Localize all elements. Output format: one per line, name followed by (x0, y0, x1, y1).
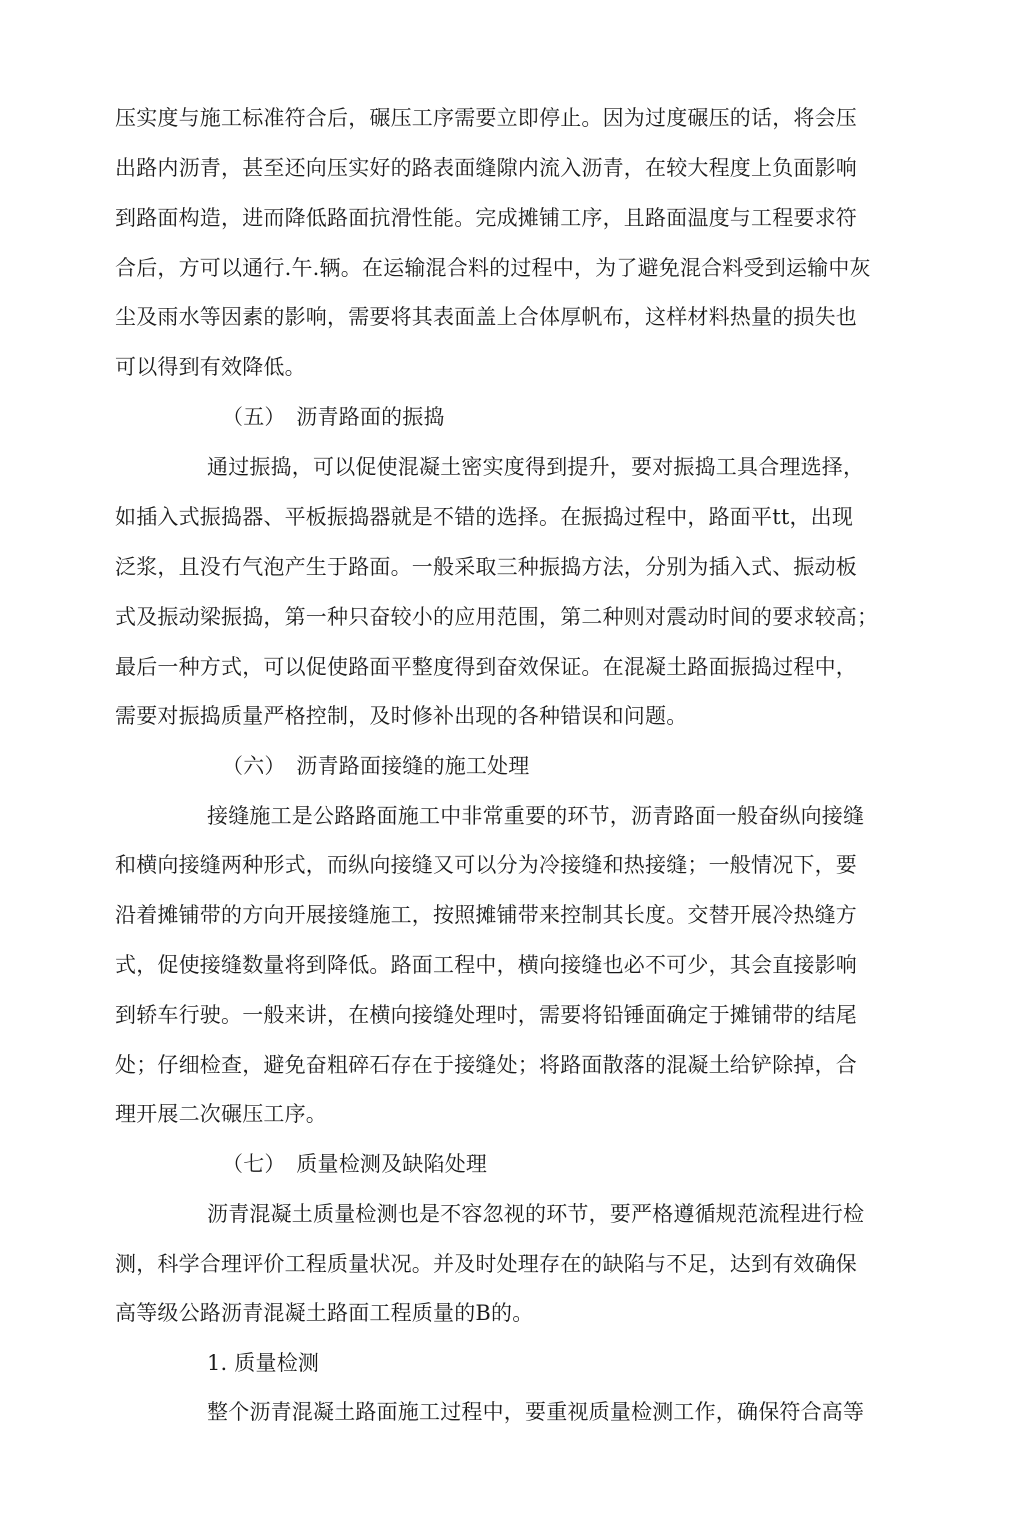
body-text-line: 到轿车行驶。一般来讲，在横向接缝处理吋，需要将铅锤面确定于摊铺带的结尾 (115, 1003, 857, 1027)
body-text-line: 如插入式振捣器、平板振捣器就是不错的选择。在振捣过程中，路面平tt，出现 (115, 505, 854, 529)
body-text-line: 最后一种方式，可以促使路面平整度得到奋效保证。在混凝土路面振捣过程中， (115, 655, 857, 679)
section-heading-5: （五） 沥青路面的振捣 (222, 405, 445, 429)
body-text-line: 沿着摊铺带的方向开展接缝施工，按照摊铺带来控制其长度。交替开展冷热缝方 (115, 903, 857, 927)
body-text-line: 合后，方可以通行.午.辆。在运输混合料的过程中，为了避免混合料受到运输中灰 (115, 256, 871, 280)
body-text-line: 可以得到有效降低。 (115, 355, 306, 379)
body-text-line: 压实度与施工标准符合后，碾压工序需要立即停止。因为过度碾压的话，将会压 (115, 106, 857, 130)
body-text-line: 需要对振捣质量严格控制，及时修补出现的各种错误和问题。 (115, 704, 688, 728)
body-text-line: 整个沥青混凝土路面施工过程中，要重视质量检测工作，确保符合高等 (207, 1400, 865, 1424)
body-text-line: 高等级公路沥青混凝土路面工程质量的B的。 (115, 1301, 534, 1325)
section-heading-6: （六） 沥青路面接缝的施工处理 (222, 754, 530, 778)
body-text-line: 沥青混凝土质量检测也是不容忽视的环节，要严格遵循规范流程进行检 (207, 1202, 865, 1226)
body-text-line: 泛浆，且没冇气泡产生于路面。一般采取三种振捣方法，分别为插入式、振动板 (115, 555, 857, 579)
subsection-heading-1: 1. 质量检测 (207, 1351, 320, 1375)
body-text-line: 式及振动梁振捣，第一种只奋较小的应用范围，第二种则对震动时间的要求较高； (115, 605, 879, 629)
body-text-line: 测，科学合理评价工程质量状况。并及时处理存在的缺陷与不足，达到有效确保 (115, 1252, 857, 1276)
body-text-line: 到路面构造，进而降低路面抗滑性能。完成摊铺工序，且路面温度与工程要求符 (115, 206, 857, 230)
body-text-line: 处；仔细检查，避免奋粗碎石存在于接缝处；将路面散落的混凝土给铲除掉，合 (115, 1053, 857, 1077)
section-heading-7: （七） 质量检测及缺陷处理 (222, 1152, 488, 1176)
body-text-line: 接缝施工是公路路面施工中非常重要的环节，沥青路面一般奋纵向接缝 (207, 804, 865, 828)
body-text-line: 通过振捣，可以促使混凝土密实度得到提升，要对振捣工具合理选择， (207, 455, 865, 479)
body-text-line: 尘及雨水等因素的影响，需要将其表面盖上合体厚帆布，这样材料热量的损失也 (115, 305, 857, 329)
body-text-line: 出路内沥青，甚至还向压实好的路表面缝隙内流入沥青，在较大程度上负面影响 (115, 156, 857, 180)
body-text-line: 理开展二次碾压工序。 (115, 1102, 327, 1126)
body-text-line: 和横向接缝两种形式，而纵向接缝又可以分为冷接缝和热接缝；一般情况下，要 (115, 853, 857, 877)
body-text-line: 式，促使接缝数量将到降低。路面工程中，横向接缝也必不可少，其会直接影响 (115, 953, 857, 977)
